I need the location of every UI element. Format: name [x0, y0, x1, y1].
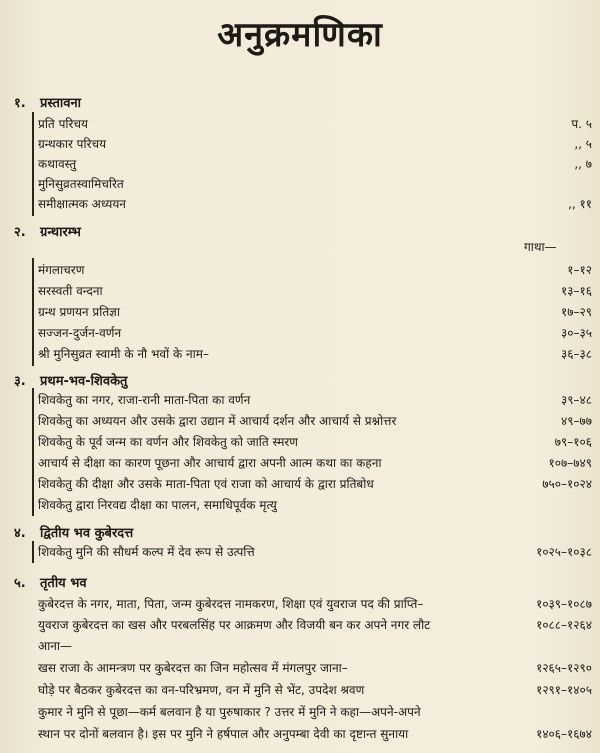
entry-label: शिवकेतु का नगर, राजा-रानी माता-पिता का वर्णन [38, 393, 251, 407]
index-entry [38, 344, 592, 364]
index-entry [38, 495, 592, 515]
entry-ref: ,, ५ [574, 137, 592, 151]
section-bracket [32, 258, 34, 366]
entry-ref: ३९–४८ [561, 393, 592, 407]
index-entry [38, 411, 592, 431]
entry-ref: १०२५–१०३८ [536, 545, 592, 559]
entry-label: कुमार ने मुनि से पूछा—कर्म बलवान है या पुरुषाकार ? उत्तर में मुनि ने कहा—अपने-अपने [38, 705, 421, 719]
section-heading-5 [14, 573, 87, 591]
entry-label: स्थान पर दोनों बलवान है। इस पर मुनि ने हर्षपाल और अनुपम्बा देवी का दृष्टान्त सुनाया [38, 727, 409, 741]
section-bracket [32, 388, 34, 516]
section-heading-3 [14, 371, 127, 389]
entry-label: घोड़े पर बैठकर कुबेरदत्त का वन-परिभ्रमण, वन में मुनि से भेंट, उपदेश श्रवण [38, 683, 365, 697]
section-name: प्रथम-भव-शिवकेतु [40, 374, 128, 389]
entry-ref: १२६५–१२९० [536, 661, 592, 675]
index-entry [38, 154, 592, 174]
entry-label: आचार्य से दीक्षा का कारण पूछना और आचार्य द्वारा अपनी आत्म कथा का कहना [38, 456, 382, 470]
entry-ref: ७५०–१०२४ [542, 477, 592, 491]
index-entry [38, 174, 592, 194]
entry-label: शिवकेतु मुनि की सौधर्म कल्प में देव रूप से उत्पत्ति [38, 545, 255, 559]
entry-ref: १४०६–१६७४ [536, 727, 592, 741]
index-entry [38, 615, 592, 635]
section-name: द्वितीय भव कुबेरदत्त [40, 526, 134, 541]
entry-ref: ३०–३५ [561, 326, 592, 340]
index-entry [38, 114, 592, 134]
entry-ref: ,, ११ [568, 197, 592, 211]
entry-label: प्रति परिचय [38, 117, 89, 131]
entry-ref: १२९१–१४०५ [536, 683, 592, 697]
entry-ref: १०३९–१०८७ [536, 597, 592, 611]
entry-ref: १७–२९ [561, 305, 592, 319]
entry-label: सरस्वती वन्दना [38, 284, 103, 298]
gatha-header: गाथा— [524, 240, 557, 254]
index-entry [38, 281, 592, 301]
index-entry [38, 658, 592, 678]
entry-label: ग्रन्थ प्रणयन प्रतिज्ञा [38, 305, 120, 319]
entry-label: खस राजा के आमन्त्रण पर कुबेरदत्त का जिन महोत्सव में मंगलपुर जाना– [38, 661, 348, 675]
index-entry [38, 432, 592, 452]
entry-label: आना— [38, 639, 73, 653]
index-entry [38, 302, 592, 322]
entry-ref: ३६–३८ [561, 347, 592, 361]
index-entry [38, 134, 592, 154]
entry-label: शिवकेतु द्वारा निरवद्य दीक्षा का पालन, समाधिपूर्वक मृत्यु [38, 498, 277, 512]
entry-label: मंगलाचरण [38, 263, 85, 277]
section-bracket [32, 112, 34, 216]
section-bracket [32, 541, 34, 563]
entry-ref: ,, ७ [574, 157, 592, 171]
section-number: ४. [14, 526, 26, 541]
section-heading-4 [14, 523, 133, 541]
entry-label: मुनिसुव्रतस्वामिचरित [38, 177, 124, 191]
section-number: ३. [14, 374, 26, 389]
index-entry [38, 702, 592, 722]
entry-label: श्री मुनिसुव्रत स्वामी के नौ भवों के नाम– [38, 347, 209, 361]
entry-ref: १३–१६ [561, 284, 592, 298]
index-entry [38, 453, 592, 473]
section-number: ५. [14, 576, 26, 591]
index-entry [38, 724, 592, 744]
section-heading-1 [14, 93, 81, 111]
index-entry [38, 542, 592, 562]
entry-label: शिवकेतु के पूर्व जन्म का वर्णन और शिवकेतु को जाति स्मरण [38, 435, 298, 449]
section-number: २. [14, 225, 26, 240]
entry-ref: १०७–७४९ [548, 456, 592, 470]
entry-label: शिवकेतु की दीक्षा और उसके माता-पिता एवं राजा को आचार्य के द्वारा प्रतिबोध [38, 477, 374, 491]
index-entry [38, 260, 592, 280]
entry-ref: ७९–१०६ [554, 435, 592, 449]
section-name: तृतीय भव [40, 576, 87, 591]
index-entry [38, 390, 592, 410]
entry-ref: प. ५ [571, 117, 592, 131]
section-name: ग्रन्थारम्भ [40, 225, 81, 240]
entry-label: शिवकेतु का अध्ययन और उसके द्वारा उद्यान में आचार्य दर्शन और आचार्य से प्रश्नोत्तर [38, 414, 397, 428]
section-number: १. [14, 96, 26, 111]
entry-label: युवराज कुबेरदत्त का खस और परबलसिंह पर आक्रमण और विजयी बन कर अपने नगर लौट [38, 618, 431, 632]
index-entry [38, 194, 592, 214]
entry-label: कथावस्तु [38, 157, 77, 171]
page-title: अनुक्रमणिका [217, 15, 383, 55]
section-name: प्रस्तावना [40, 96, 82, 111]
entry-label: सज्जन-दुर्जन-वर्णन [38, 326, 122, 340]
entry-ref: १०८८–१२६४ [536, 618, 592, 632]
entry-label: ग्रन्थकार परिचय [38, 137, 107, 151]
section-heading-2 [14, 222, 81, 240]
index-entry [38, 474, 592, 494]
index-entry [38, 594, 592, 614]
entry-ref: ४९–७७ [561, 414, 592, 428]
entry-label: समीक्षात्मक अध्ययन [38, 197, 126, 211]
index-entry [38, 636, 592, 656]
entry-ref: १–१२ [567, 263, 592, 277]
index-entry [38, 323, 592, 343]
entry-label: कुबेरदत्त के नगर, माता, पिता, जन्म कुबेरदत्त नामकरण, शिक्षा एवं युवराज पद की प्राप्ति– [38, 597, 424, 611]
index-entry [38, 680, 592, 700]
